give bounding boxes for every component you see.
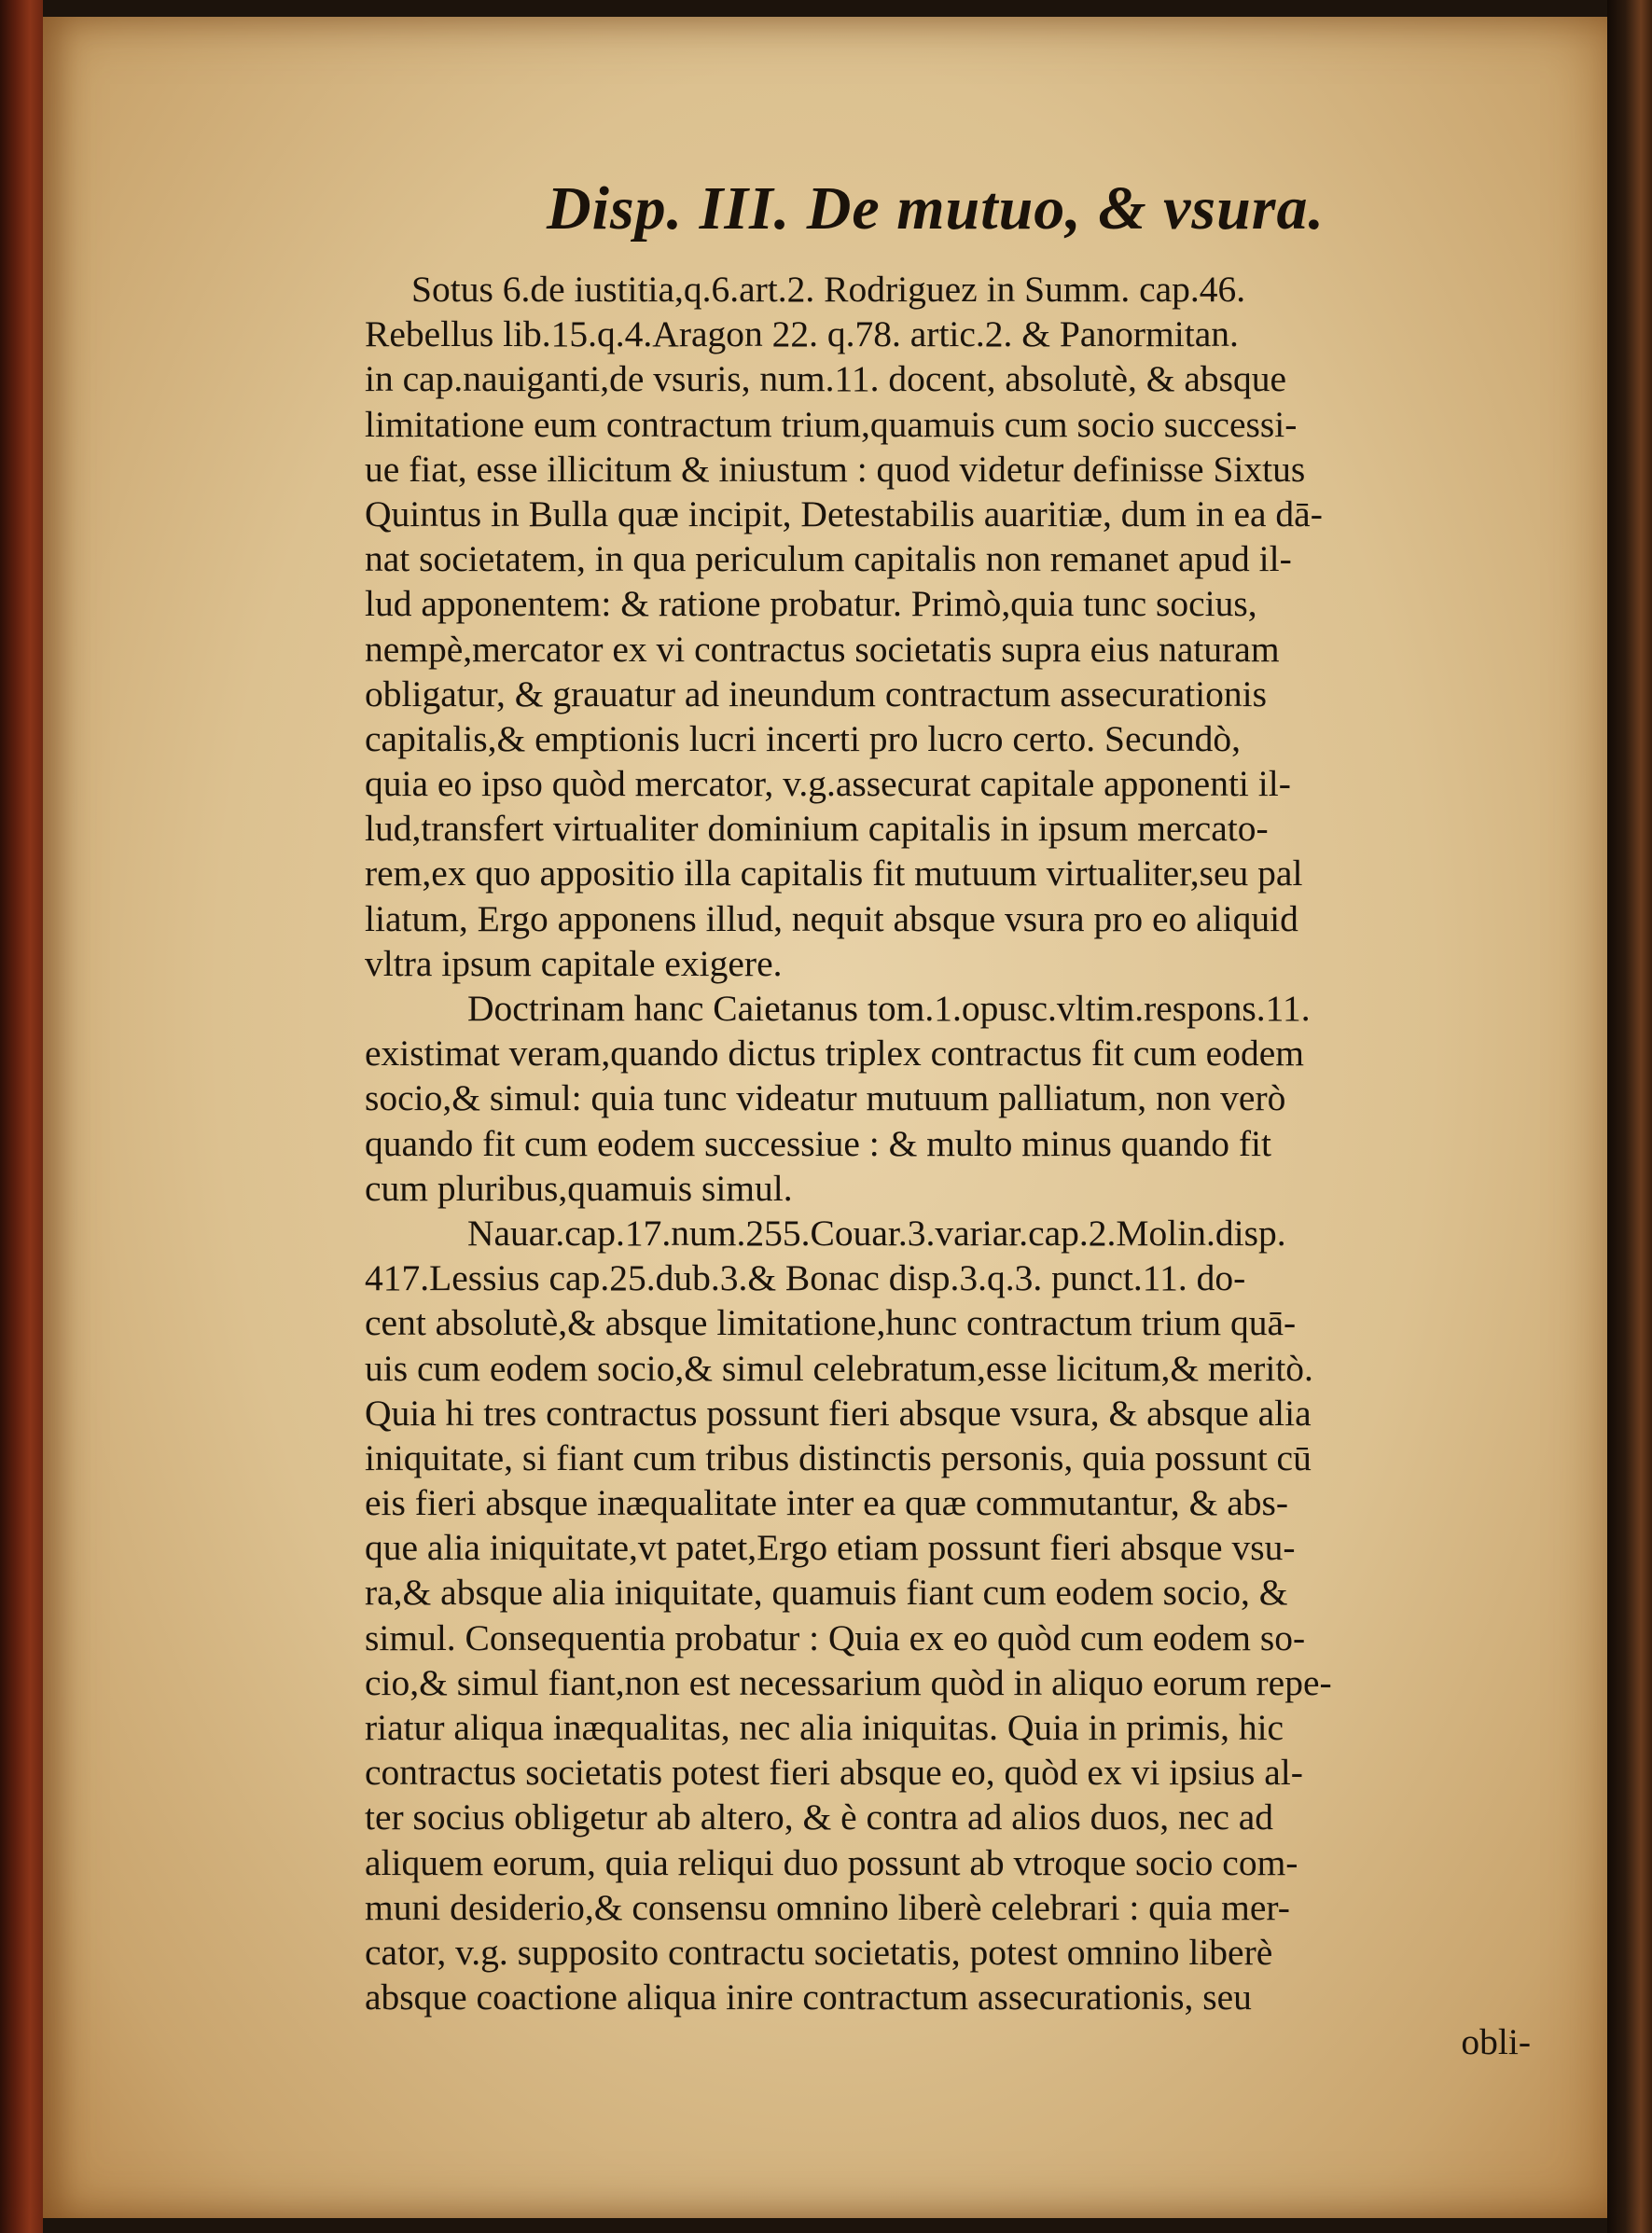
paragraph-3 — [365, 1211, 1549, 2019]
body-text — [365, 267, 1549, 2065]
text-line: obligatur, & grauatur ad ineundum contractum assecurationis — [365, 673, 1267, 714]
text-line: ue fiat, esse illicitum & iniustum : quod videtur definisse Sixtus — [365, 448, 1306, 490]
text-line: simul. Consequentia probatur : Quia ex eo quòd cum eodem so- — [365, 1616, 1306, 1658]
text-line: Rebellus lib.15.q.4.Aragon 22. q.78. artic.2. & Panormitan. — [365, 313, 1239, 355]
text-line: cio,& simul fiant,non est necessarium quòd in aliquo eorum repe- — [365, 1661, 1332, 1703]
text-line: Nauar.cap.17.num.255.Couar.3.variar.cap.2.Molin.disp. — [467, 1212, 1286, 1254]
text-line: existimat veram,quando dictus triplex contractus fit cum eodem — [365, 1033, 1304, 1075]
text-line: vltra ipsum capitale exigere. — [365, 942, 783, 984]
paragraph-2 — [365, 986, 1549, 1211]
text-line: muni desiderio,& consensu omnino liberè celebrari : quia mer- — [365, 1886, 1290, 1928]
text-line: Quintus in Bulla quæ incipit, Detestabilis auaritiæ, dum in ea dā- — [365, 492, 1323, 534]
running-head: Disp. III. De mutuo, & vsura. — [547, 174, 1325, 243]
text-line: capitalis,& emptionis lucri incerti pro lucro certo. Secundò, — [365, 717, 1241, 759]
text-line: eis fieri absque inæqualitate inter ea quæ commutantur, & abs- — [365, 1482, 1289, 1524]
text-line: lud,transfert virtualiter dominium capitalis in ipsum mercato- — [365, 808, 1269, 850]
text-line: aliquem eorum, quia reliqui duo possunt ab vtroque socio com- — [365, 1841, 1298, 1883]
text-line: contractus societatis potest fieri absque eo, quòd ex vi ipsius al- — [365, 1752, 1303, 1794]
text-line: iniquitate, si fiant cum tribus distinctis personis, quia possunt cū — [365, 1436, 1312, 1478]
book-binding-left — [0, 0, 43, 2233]
text-line: rem,ex quo appositio illa capitalis fit mutuum virtualiter,seu pal — [365, 853, 1303, 895]
text-line: nempè,mercator ex vi contractus societatis supra eius naturam — [365, 628, 1280, 670]
book-page — [43, 17, 1607, 2218]
text-line: 417.Lessius cap.25.dub.3.& Bonac disp.3.q.3. punct.11. do- — [365, 1257, 1246, 1299]
text-line: absque coactione aliqua inire contractum assecurationis, seu — [365, 1976, 1252, 2018]
text-line: quia eo ipso quòd mercator, v.g.assecurat capitale apponenti il- — [365, 763, 1291, 805]
text-line: lud apponentem: & ratione probatur. Primò,quia tunc socius, — [365, 583, 1257, 625]
text-line: cum pluribus,quamuis simul. — [365, 1167, 793, 1209]
text-line: limitatione eum contractum trium,quamuis cum socio successi- — [365, 403, 1298, 445]
text-line: riatur aliqua inæqualitas, nec alia iniquitas. Quia in primis, hic — [365, 1707, 1284, 1748]
text-line: Quia hi tres contractus possunt fieri absque vsura, & absque alia — [365, 1392, 1312, 1434]
book-edge-right — [1607, 0, 1652, 2233]
text-line: cent absolutè,& absque limitatione,hunc contractum trium quā- — [365, 1302, 1297, 1344]
text-line: uis cum eodem socio,& simul celebratum,esse licitum,& meritò. — [365, 1347, 1313, 1389]
text-line: quando fit cum eodem successiue : & multo minus quando fit — [365, 1122, 1271, 1164]
text-line: ter socius obligetur ab altero, & è contra ad alios duos, nec ad — [365, 1796, 1274, 1838]
catchword: obli- — [1461, 2021, 1531, 2063]
text-line: cator, v.g. supposito contractu societatis, potest omnino liberè — [365, 1931, 1273, 1973]
text-line: socio,& simul: quia tunc videatur mutuum palliatum, non verò — [365, 1077, 1286, 1119]
text-line: Doctrinam hanc Caietanus tom.1.opusc.vltim.respons.11. — [467, 988, 1311, 1029]
text-line: nat societatem, in qua periculum capitalis non remanet apud il- — [365, 538, 1292, 580]
text-line: liatum, Ergo apponens illud, nequit absque vsura pro eo aliquid — [365, 897, 1298, 939]
text-line: ra,& absque alia iniquitate, quamuis fiant cum eodem socio, & — [365, 1572, 1288, 1614]
text-line: Sotus 6.de iustitia,q.6.art.2. Rodriguez in Summ. cap.46. — [411, 269, 1246, 310]
text-line: que alia iniquitate,vt patet,Ergo etiam possunt fieri absque vsu- — [365, 1527, 1296, 1569]
text-line: in cap.nauiganti,de vsuris, num.11. docent, absolutè, & absque — [365, 358, 1287, 400]
paragraph-1 — [365, 267, 1549, 986]
